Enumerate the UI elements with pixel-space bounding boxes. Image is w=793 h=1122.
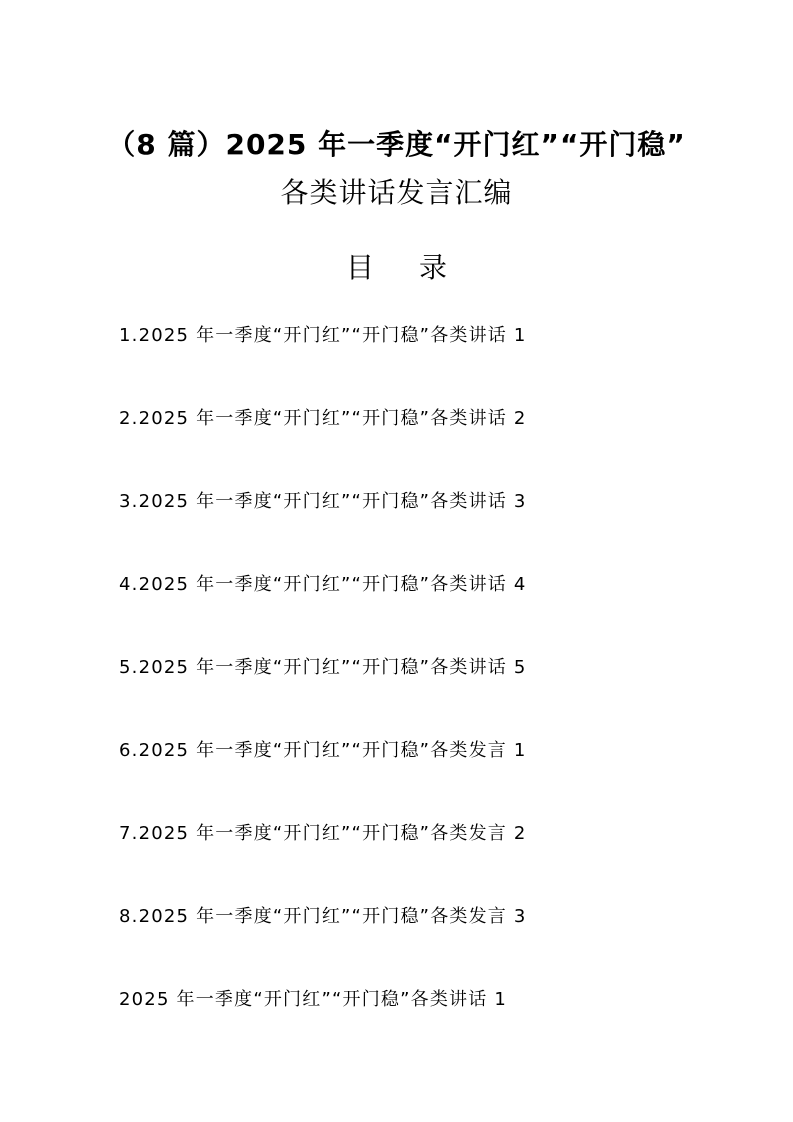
toc-item-3[interactable]: 3.2025 年一季度“开门红”“开门稳”各类讲话 3 bbox=[119, 491, 527, 512]
toc-item-2[interactable]: 2.2025 年一季度“开门红”“开门稳”各类讲话 2 bbox=[119, 408, 527, 429]
toc-item-6[interactable]: 6.2025 年一季度“开门红”“开门稳”各类发言 1 bbox=[119, 740, 527, 761]
toc-item-1[interactable]: 1.2025 年一季度“开门红”“开门稳”各类讲话 1 bbox=[119, 325, 527, 346]
toc-heading: 目 录 bbox=[346, 251, 465, 284]
table-of-contents bbox=[119, 322, 527, 986]
document-title-line-1: （8 篇）2025 年一季度“开门红”“开门稳” bbox=[107, 128, 686, 161]
toc-item-7[interactable]: 7.2025 年一季度“开门红”“开门稳”各类发言 2 bbox=[119, 823, 527, 844]
toc-item-5[interactable]: 5.2025 年一季度“开门红”“开门稳”各类讲话 5 bbox=[119, 657, 527, 678]
section-heading: 2025 年一季度“开门红”“开门稳”各类讲话 1 bbox=[119, 989, 508, 1010]
toc-item-8[interactable]: 8.2025 年一季度“开门红”“开门稳”各类发言 3 bbox=[119, 906, 527, 927]
toc-item-4[interactable]: 4.2025 年一季度“开门红”“开门稳”各类讲话 4 bbox=[119, 574, 527, 595]
document-title-line-2: 各类讲话发言汇编 bbox=[280, 176, 513, 209]
